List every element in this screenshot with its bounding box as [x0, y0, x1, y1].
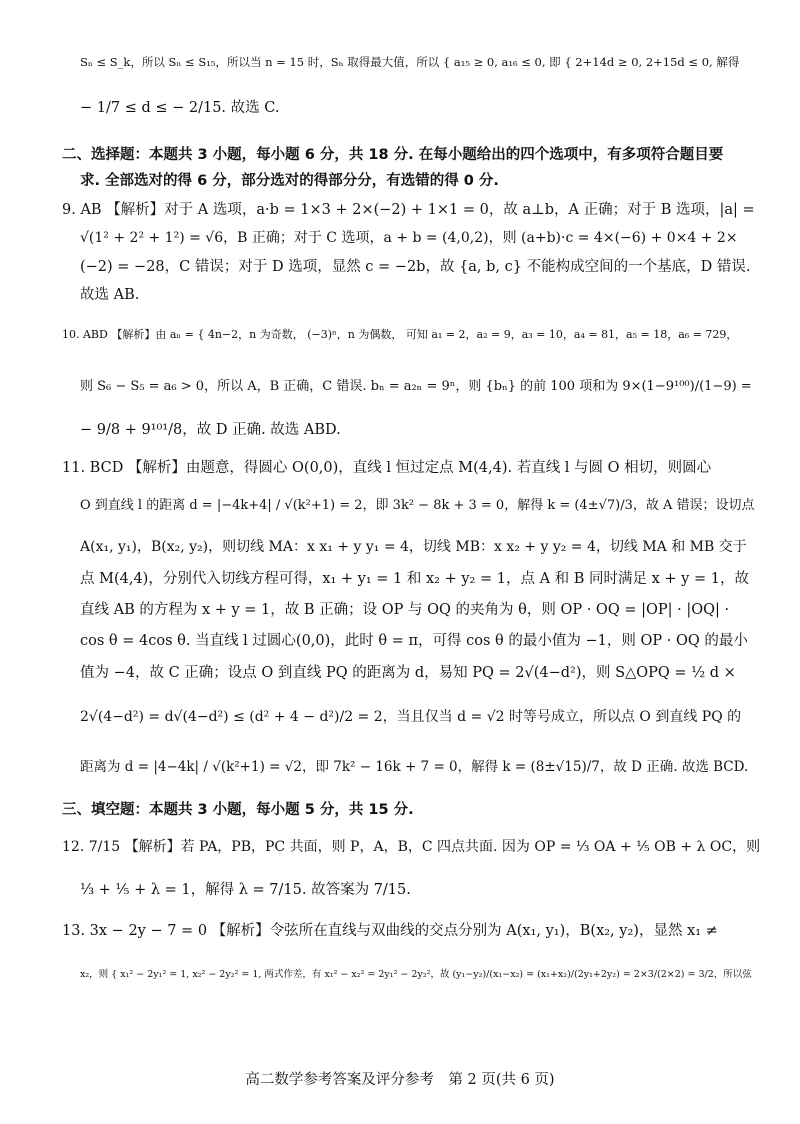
text-line: O 到直线 l 的距离 d = |−4k+4| / √(k²+1) = 2，即 3k² − 8k + 3 = 0，解得 k = (4±√7)/3，故 A 错误；设切点: [80, 498, 755, 513]
answer-10: 10. ABD 【解析】由 aₙ = { 4n−2，n 为奇数， (−3)ⁿ，n 为偶数， 可知 a₁ = 2，a₂ = 9，a₃ = 10，a₄ = 81，a₅ = 18，a₆ = 729，: [62, 328, 738, 341]
text-line: 故选 AB.: [80, 287, 140, 303]
text-line: 距离为 d = |4−4k| / √(k²+1) = √2，即 7k² − 16k + 7 = 0，解得 k = (8±√15)/7，故 D 正确. 故选 BCD.: [80, 759, 749, 775]
text-line: 2√(4−d²) = d√(4−d²) ≤ (d² + 4 − d²)/2 = 2，当且仅当 d = √2 时等号成立，所以点 O 到直线 PQ 的: [80, 709, 742, 725]
text-line: cos θ = 4cos θ. 当直线 l 过圆心(0,0)，此时 θ = π，可得 cos θ 的最小值为 −1，则 OP · OQ 的最小: [80, 633, 748, 649]
text-line: (−2) = −28，C 错误；对于 D 选项，显然 c = −2b，故 {a, b, c} 不能构成空间的一个基底，D 错误.: [80, 259, 751, 275]
text-line: − 1/7 ≤ d ≤ − 2/15. 故选 C.: [80, 100, 280, 116]
text-line: − 9/8 + 9¹⁰¹/8，故 D 正确. 故选 ABD.: [80, 422, 341, 438]
answer-13: 13. 3x − 2y − 7 = 0 【解析】令弦所在直线与双曲线的交点分别为 A(x₁, y₁)，B(x₂, y₂)，显然 x₁ ≠: [62, 923, 718, 939]
text-line: A(x₁, y₁)，B(x₂, y₂)，则切线 MA：x x₁ + y y₁ = 4，切线 MB：x x₂ + y y₂ = 4，切线 MA 和 MB 交于: [80, 539, 747, 555]
text-line: 则 S₆ − S₅ = a₆ > 0，所以 A，B 正确，C 错误. bₙ = a₂ₙ = 9ⁿ，则 {bₙ} 的前 100 项和为 9×(1−9¹⁰⁰)/(1−9) =: [80, 379, 752, 394]
section-heading: 三、填空题：本题共 3 小题，每小题 5 分，共 15 分.: [62, 802, 414, 818]
text-line: 值为 −4，故 C 正确；设点 O 到直线 PQ 的距离为 d，易知 PQ = 2√(4−d²)，则 S△OPQ = ½ d ×: [80, 665, 736, 681]
text-line: x₂，则 { x₁² − 2y₁² = 1, x₂² − 2y₂² = 1, 两式作差，有 x₁² − x₂² = 2y₁² − 2y₂²，故 (y₁−y₂)/(x₁−x₂) = (x₁+x₂)/(2y₁+2y₂) = 2×3/(2×2) = 3/2，所以弦: [80, 969, 752, 980]
answer-11: 11. BCD 【解析】由题意，得圆心 O(0,0)，直线 l 恒过定点 M(4,4). 若直线 l 与圆 O 相切，则圆心: [62, 460, 712, 476]
answer-9: 9. AB 【解析】对于 A 选项，a·b = 1×3 + 2×(−2) + 1×1 = 0，故 a⊥b，A 正确；对于 B 选项，|a| =: [62, 202, 755, 218]
text-line: √(1² + 2² + 1²) = √6，B 正确；对于 C 选项，a + b = (4,0,2)，则 (a+b)·c = 4×(−6) + 0×4 + 2×: [80, 230, 738, 246]
text-line: Sₙ ≤ S_k，所以 Sₙ ≤ S₁₅，所以当 n = 15 时，Sₙ 取得最大值，所以 { a₁₅ ≥ 0, a₁₆ ≤ 0, 即 { 2+14d ≥ 0, 2+15d ≤ 0, 解得: [80, 55, 740, 69]
section-heading: 求. 全部选对的得 6 分，部分选对的得部分分，有选错的得 0 分.: [80, 173, 499, 189]
answer-12: 12. 7/15 【解析】若 PA，PB，PC 共面，则 P，A，B，C 四点共面. 因为 OP = ⅓ OA + ⅕ OB + λ OC，则: [62, 839, 761, 855]
text-line: ⅓ + ⅕ + λ = 1，解得 λ = 7/15. 故答案为 7/15.: [80, 882, 411, 898]
section-heading: 二、选择题：本题共 3 小题，每小题 6 分，共 18 分. 在每小题给出的四个选项中，有多项符合题目要: [62, 147, 724, 163]
text-line: 直线 AB 的方程为 x + y = 1，故 B 正确；设 OP 与 OQ 的夹角为 θ，则 OP · OQ = |OP| · |OQ| ·: [80, 602, 730, 618]
text-line: 点 M(4,4)，分别代入切线方程可得，x₁ + y₁ = 1 和 x₂ + y₂ = 1，点 A 和 B 同时满足 x + y = 1，故: [80, 571, 749, 587]
page-footer: 高二数学参考答案及评分参考 第 2 页(共 6 页): [245, 1072, 555, 1088]
